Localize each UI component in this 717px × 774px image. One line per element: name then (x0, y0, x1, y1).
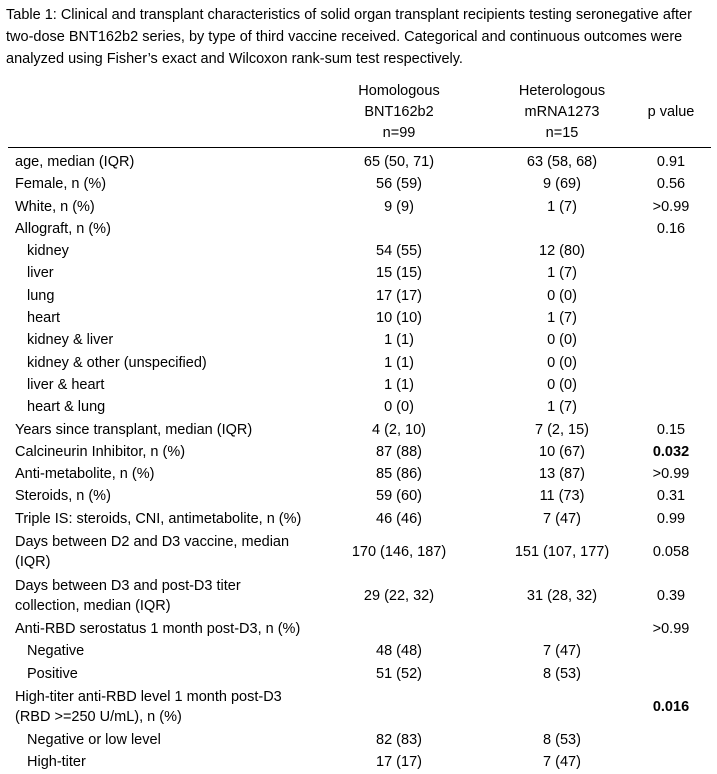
row-label: Steroids, n (%) (15, 488, 111, 505)
row-label: White, n (%) (15, 198, 95, 215)
homologous-value: 54 (55) (376, 243, 422, 260)
homologous-value: 1 (1) (384, 332, 414, 349)
homologous-value: 48 (48) (376, 643, 422, 660)
heterologous-value (493, 685, 631, 729)
p-value (631, 663, 711, 685)
table-row (8, 574, 711, 618)
homologous-value: 59 (60) (376, 488, 422, 505)
row-label: Years since transplant, median (IQR) (15, 421, 253, 438)
table-row (8, 530, 711, 574)
heterologous-value: 13 (87) (539, 466, 585, 483)
homologous-value: 9 (9) (384, 198, 414, 215)
homologous-value: 46 (46) (376, 510, 422, 527)
p-value: 0.032 (652, 443, 690, 460)
row-label: liver (27, 265, 54, 282)
p-value (631, 352, 711, 374)
row-label: High-titer anti-RBD level 1 month post-D3 (RBD >=250 U/mL), n (%) (15, 688, 282, 725)
p-value: 0.16 (656, 220, 686, 237)
heterologous-value: 7 (2, 15) (535, 421, 589, 438)
row-label: Calcineurin Inhibitor, n (%) (15, 443, 186, 460)
header-heterologous-line3: n=15 (545, 125, 579, 141)
homologous-value: 17 (17) (376, 754, 422, 771)
table-caption: Table 1: Clinical and transplant characteristics of solid organ transplant recipients testing seronegative after two-dose BNT162b2 series, by type of third vaccine received. Categorical and continuous outcomes were analyzed using Fisher’s exact and Wilcoxon rank-sum test respectively. (6, 7, 692, 67)
heterologous-value: 1 (7) (547, 198, 577, 215)
heterologous-value (493, 618, 631, 640)
row-label: kidney & other (unspecified) (27, 354, 207, 371)
p-value: >0.99 (652, 621, 690, 638)
heterologous-value: 10 (67) (539, 443, 585, 460)
row-label: Days between D2 and D3 vaccine, median (IQR) (15, 534, 290, 571)
header-homologous-line1: Homologous (358, 83, 440, 99)
header-homologous (305, 81, 493, 148)
heterologous-value: 1 (7) (547, 265, 577, 282)
table-row (8, 441, 711, 463)
homologous-value: 10 (10) (376, 310, 422, 327)
table-row (8, 374, 711, 396)
row-label: Triple IS: steroids, CNI, antimetabolite, n (%) (15, 510, 302, 527)
header-homologous-line3: n=99 (382, 125, 416, 141)
header-label-column (8, 81, 305, 148)
row-label: age, median (IQR) (15, 154, 135, 170)
p-value: 0.058 (652, 544, 690, 561)
heterologous-value: 31 (28, 32) (526, 588, 598, 605)
heterologous-value: 9 (69) (543, 176, 581, 193)
table-row (8, 196, 711, 218)
heterologous-value: 7 (47) (543, 754, 581, 771)
heterologous-value: 7 (47) (543, 510, 581, 527)
row-label: Negative (27, 643, 85, 660)
heterologous-value (493, 218, 631, 240)
row-label: Positive (27, 665, 78, 682)
row-label: liver & heart (27, 376, 105, 393)
p-value (631, 751, 711, 773)
heterologous-value: 0 (0) (547, 354, 577, 371)
p-value (631, 329, 711, 351)
heterologous-value: 0 (0) (547, 332, 577, 349)
header-heterologous (493, 81, 631, 148)
row-label: Anti-metabolite, n (%) (15, 466, 155, 483)
heterologous-value: 12 (80) (539, 243, 585, 260)
heterologous-value: 63 (58, 68) (526, 154, 598, 170)
p-value: 0.15 (656, 421, 686, 438)
table-row (8, 218, 711, 240)
homologous-value: 87 (88) (376, 443, 422, 460)
table-row (8, 729, 711, 751)
p-value: 0.39 (656, 588, 686, 605)
heterologous-value: 11 (73) (539, 488, 585, 505)
table-row (8, 685, 711, 729)
table-row (8, 663, 711, 685)
row-label: lung (27, 287, 55, 304)
homologous-value: 51 (52) (376, 665, 422, 682)
table-row (8, 148, 711, 174)
p-value (631, 396, 711, 418)
homologous-value: 1 (1) (384, 354, 414, 371)
homologous-value: 29 (22, 32) (363, 588, 435, 605)
table-row (8, 262, 711, 284)
p-value: 0.99 (656, 510, 686, 527)
table-row (8, 485, 711, 507)
table-row (8, 352, 711, 374)
table-row (8, 396, 711, 418)
heterologous-value: 1 (7) (547, 310, 577, 327)
row-label: kidney & liver (27, 332, 114, 349)
p-value: 0.016 (652, 698, 690, 715)
p-value (631, 307, 711, 329)
row-label: Allograft, n (%) (15, 220, 111, 237)
homologous-value: 4 (2, 10) (372, 421, 426, 438)
homologous-value: 85 (86) (376, 466, 422, 483)
characteristics-table (8, 81, 711, 774)
p-value (631, 240, 711, 262)
homologous-value (305, 218, 493, 240)
p-value: >0.99 (652, 198, 690, 215)
p-value: 0.56 (656, 176, 686, 193)
row-label: High-titer (27, 754, 86, 771)
row-label: Days between D3 and post-D3 titer collection, median (IQR) (15, 578, 241, 615)
table-row (8, 618, 711, 640)
heterologous-value: 7 (47) (543, 643, 581, 660)
row-label: Negative or low level (27, 731, 161, 748)
table-row (8, 463, 711, 485)
homologous-value: 65 (50, 71) (363, 154, 435, 170)
heterologous-value: 8 (53) (543, 731, 581, 748)
table-row (8, 329, 711, 351)
table-row (8, 173, 711, 195)
row-label: Female, n (%) (15, 176, 107, 193)
row-label: kidney (27, 243, 69, 260)
header-heterologous-line2: mRNA1273 (524, 104, 600, 120)
header-heterologous-line1: Heterologous (518, 83, 606, 99)
homologous-value: 17 (17) (376, 287, 422, 304)
heterologous-value: 1 (7) (547, 399, 577, 416)
row-label: heart (27, 310, 61, 327)
p-value: 0.91 (656, 154, 686, 170)
heterologous-value: 151 (107, 177) (514, 544, 610, 561)
table-header-row (8, 81, 711, 148)
homologous-value: 0 (0) (384, 399, 414, 416)
header-homologous-line2: BNT162b2 (364, 104, 434, 120)
p-value (631, 262, 711, 284)
heterologous-value: 8 (53) (543, 665, 581, 682)
p-value: >0.99 (652, 466, 690, 483)
table-row (8, 508, 711, 530)
homologous-value: 15 (15) (376, 265, 422, 282)
p-value (631, 285, 711, 307)
heterologous-value: 0 (0) (547, 376, 577, 393)
homologous-value: 82 (83) (376, 731, 422, 748)
header-p-value: p value (631, 81, 711, 148)
p-value: 0.31 (656, 488, 686, 505)
homologous-value (305, 618, 493, 640)
homologous-value: 1 (1) (384, 376, 414, 393)
table-row (8, 285, 711, 307)
table-row (8, 640, 711, 662)
homologous-value: 170 (146, 187) (351, 544, 447, 561)
p-value (631, 374, 711, 396)
homologous-value: 56 (59) (376, 176, 422, 193)
p-value (631, 640, 711, 662)
p-value (631, 729, 711, 751)
row-label: heart & lung (27, 399, 106, 416)
row-label: Anti-RBD serostatus 1 month post-D3, n (%) (15, 621, 301, 638)
table-row (8, 751, 711, 773)
table-row (8, 307, 711, 329)
table-row (8, 419, 711, 441)
heterologous-value: 0 (0) (547, 287, 577, 304)
table-row (8, 240, 711, 262)
homologous-value (305, 685, 493, 729)
